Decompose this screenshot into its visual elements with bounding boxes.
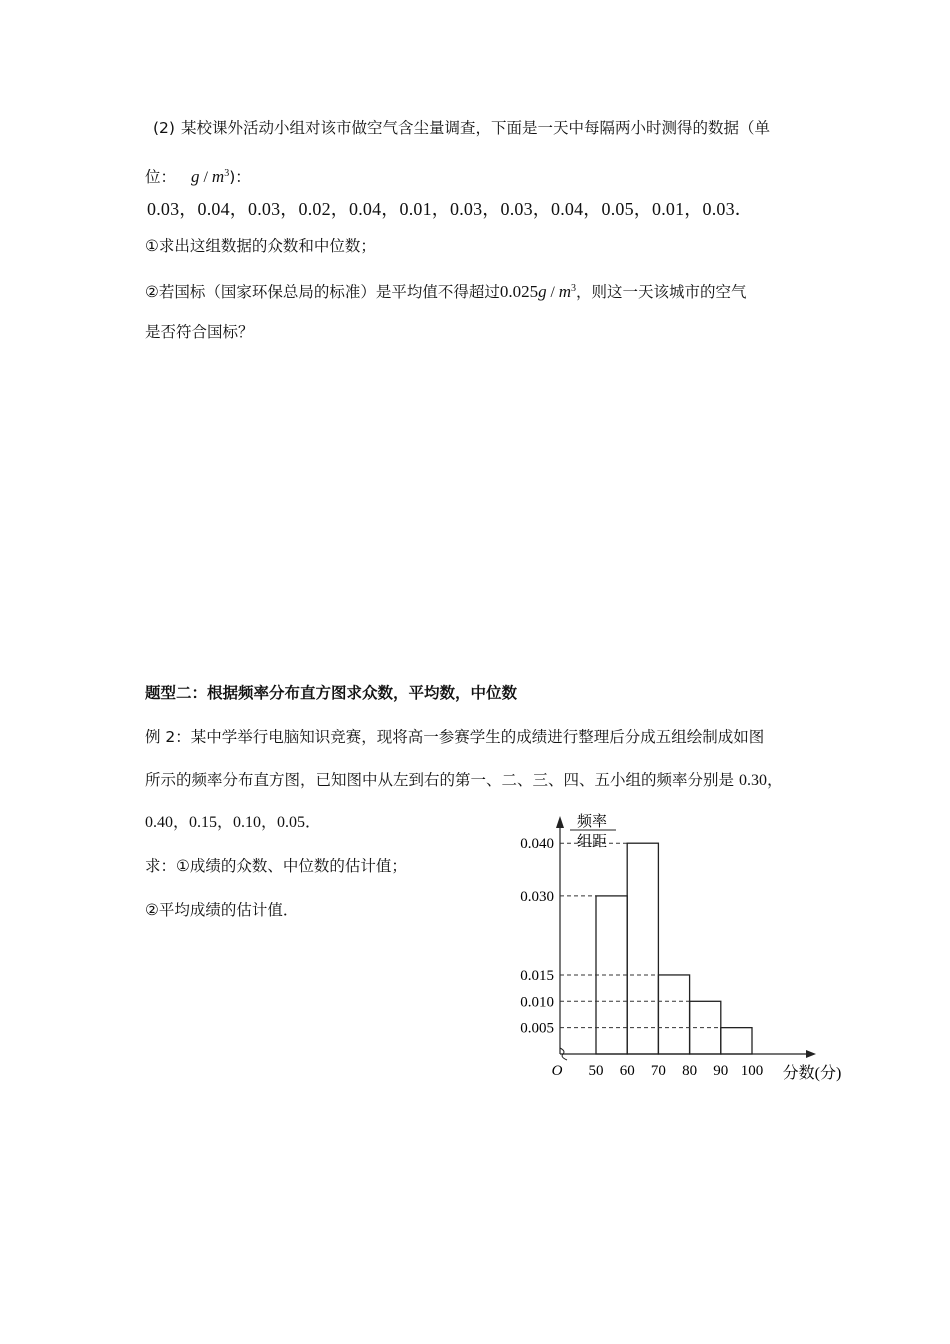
x-tick-label: 60 [619,1063,635,1079]
x-tick-label: 50 [588,1063,604,1079]
x-tick-label: 90 [713,1063,729,1079]
unit-line [145,164,251,188]
ask-2: ②平均成绩的估计值． [145,901,299,919]
x-tick-label: 80 [682,1063,698,1079]
x-axis-label: 分数(分) [782,1065,842,1082]
x-axis-arrow [806,1050,816,1058]
q2-num: 0.025 [499,282,539,302]
y-tick-label: 0.015 [520,967,554,984]
q2-post: ，则这一天该城市的空气 [576,283,747,302]
q2-slash: / [546,284,559,302]
y-tick-label: 0.005 [520,1020,554,1037]
origin-label: O [551,1063,563,1079]
y-tick-label: 0.040 [520,836,554,853]
example-line-2-text: 所示的频率分布直方图，已知图中从左到右的第一、二、三、四、五小组的频率分别是 [145,771,735,789]
unit-g: g [190,167,200,187]
part2-intro [145,118,770,138]
unit-exp: 3 [224,168,230,179]
question-2 [145,279,747,303]
example-line-1: 例 2：某中学举行电脑知识竞赛，现将高一参赛学生的成绩进行整理后分成五组绘制成如图 [145,728,765,746]
unit-slash: / [199,169,212,187]
y-axis-arrow [556,816,564,828]
example-line-2 [145,770,783,791]
y-tick-label: 0.010 [520,994,554,1011]
ask-1: 求：①成绩的众数、中位数的估计值； [145,857,407,875]
question-1: ①求出这组数据的众数和中位数； [145,237,376,255]
y-tick-label: 0.030 [520,888,554,905]
histogram-bar [721,1028,752,1054]
q2-g: g [538,282,547,302]
y-label-top: 频率 [576,814,608,830]
q2-m: m [558,282,571,302]
q2-pre: ②若国标（国家环保总局的标准）是平均值不得超过 [145,283,500,302]
unit-m: m [211,167,225,187]
section-heading: 题型二：根据频率分布直方图求众数，平均数，中位数 [145,684,518,702]
unit-suffix: )： [229,168,251,187]
histogram-bar [627,843,658,1054]
x-tick-label: 100 [740,1063,764,1079]
y-label-bottom: 组距 [576,834,608,850]
part2-label: (2) [153,119,175,137]
x-tick-label: 70 [650,1063,666,1079]
unit-prefix: 位： [145,168,177,187]
q2-exp: 3 [571,283,576,294]
frequency-histogram [510,808,855,1088]
example-line-2-num: 0.30， [738,772,783,789]
part2-intro-text: 某校课外活动小组对该市做空气含尘量调查，下面是一天中每隔两小时测得的数据（单 [180,119,770,137]
example-line-3: 0.40，0.15，0.10，0.05． [145,814,322,831]
question-2-line2: 是否符合国标？ [145,323,254,341]
histogram-bar [658,975,689,1054]
data-values: 0.03，0.04，0.03，0.02，0.04，0.01，0.03，0.03，0.04，0.05，0.01，0.03． [147,199,753,219]
